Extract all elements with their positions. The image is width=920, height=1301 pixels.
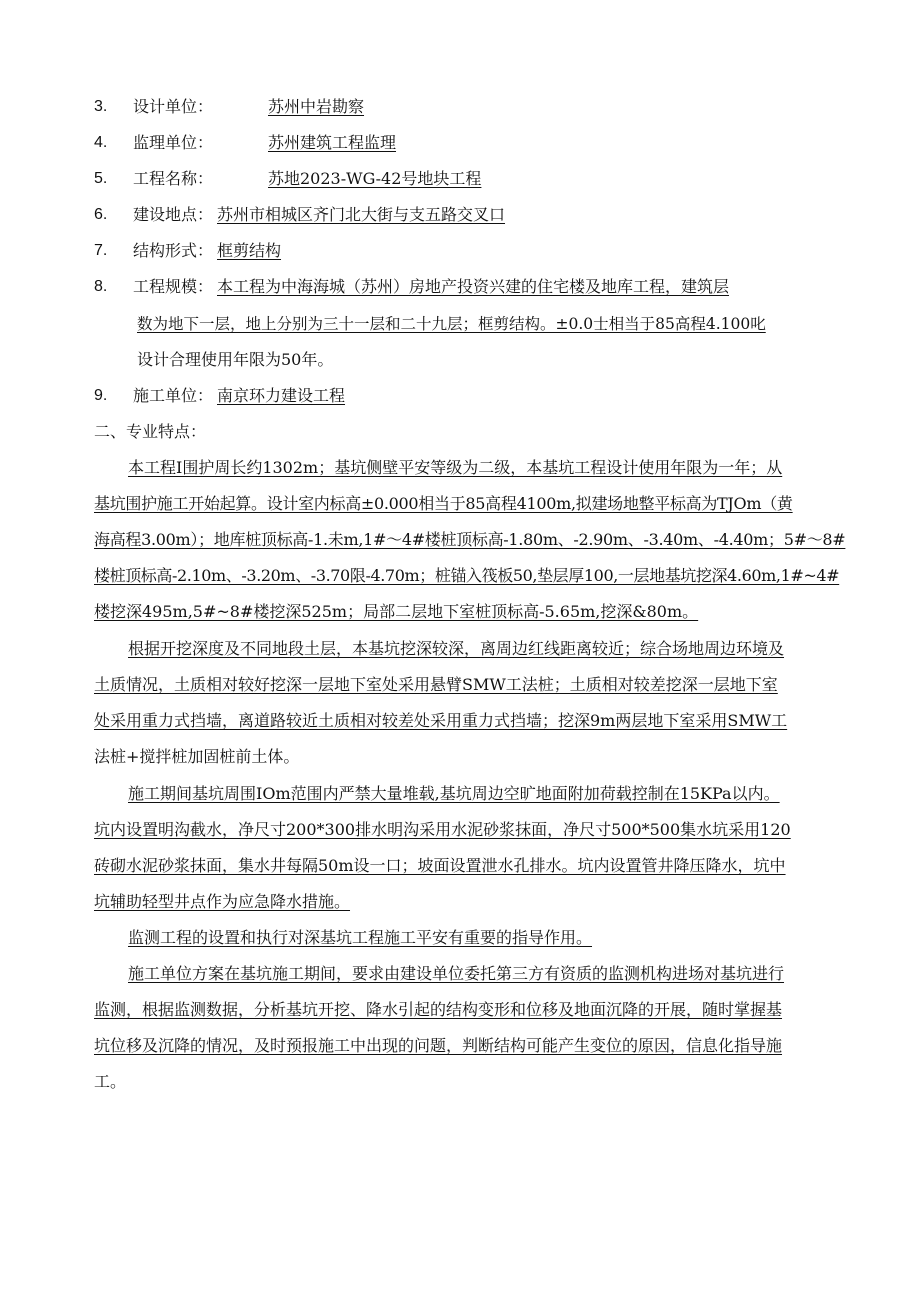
item-label: 建设地点：: [133, 205, 214, 224]
item-value: 本工程为中海海城（苏州）房地产投资兴建的住宅楼及地库工程，建筑层: [217, 277, 730, 296]
item-label: 结构形式：: [133, 241, 214, 260]
paragraph-line: 施工单位方案在基坑施工期间，要求由建设单位委托第三方有资质的监测机构进场对基坑进行: [128, 964, 785, 983]
paragraph-monitoring-importance: [94, 927, 826, 963]
item-number: 3.: [94, 98, 108, 115]
item-number: 7.: [94, 242, 108, 259]
section-heading: 二、专业特点：: [94, 422, 207, 441]
item-number: 5.: [94, 170, 108, 187]
paragraph-line: 处采用重力式挡墙，离道路较近土质相对较差处采用重力式挡墙；挖深9m两层地下室采用SMW工: [94, 711, 788, 730]
paragraph-line: 坑辅助轻型井点作为应急降水措施。: [94, 892, 351, 911]
paragraph-line: 根据开挖深度及不同地段土层，本基坑挖深较深，离周边红线距离较近；综合场地周边环境及: [128, 639, 785, 658]
item-label: 工程名称：: [133, 169, 214, 188]
paragraph-enclosure: [94, 457, 846, 637]
paragraph-line: 土质情况，土质相对较好挖深一层地下室处采用悬臂SMW工法桩；土质相对较差挖深一层地下室: [94, 675, 778, 694]
item-label: 施工单位：: [133, 386, 214, 405]
item-number: 9.: [94, 387, 108, 404]
paragraph-line: 坑内设置明沟截水，净尺寸200*300排水明沟采用水泥砂浆抹面，净尺寸500*500集水坑采用120: [94, 820, 791, 839]
item-value-continued: 数为地下一层，地上分别为三十一层和二十九层；框剪结构。±0.0士相当于85高程4.100叱: [137, 315, 766, 333]
item-value: 苏州建筑工程监理: [268, 133, 397, 152]
item-number: 4.: [94, 134, 108, 151]
paragraph-line: 法桩+搅拌桩加固桩前土体。: [94, 747, 300, 766]
item-number: 6.: [94, 206, 108, 223]
paragraph-method: [94, 638, 826, 782]
item-label: 设计单位：: [133, 97, 214, 116]
item-number: 8.: [94, 278, 108, 295]
item-label: 监理单位：: [133, 133, 214, 152]
paragraph-line: 监测工程的设置和执行对深基坑工程施工平安有重要的指导作用。: [128, 928, 593, 947]
paragraph-line: 施工期间基坑周围IOm范围内严禁大量堆载,基坑周边空旷地面附加荷载控制在15KPa以内。: [128, 784, 780, 803]
item-label: 工程规模：: [133, 277, 214, 296]
item-value: 苏州中岩勘察: [268, 97, 365, 116]
paragraph-line: 工。: [94, 1072, 127, 1091]
paragraph-line: 基坑围护施工开始起算。设计室内标高±0.000相当于85高程4100m,拟建场地整平标高为TJOm（黄: [94, 494, 793, 513]
item-value: 苏地2023-WG-42号地块工程: [268, 169, 482, 188]
item-value-continued: 设计合理使用年限为50年。: [137, 350, 334, 369]
item-value: 苏州市相城区齐门北大街与支五路交叉口: [217, 205, 506, 224]
item-value: 南京环力建设工程: [217, 386, 346, 405]
paragraph-line: 砖砌水泥砂浆抹面，集水井每隔50m设一口；坡面设置泄水孔排水。坑内设置管井降压降水，坑中: [94, 856, 786, 875]
paragraph-line: 坑位移及沉降的情况，及时预报施工中出现的问题，判断结构可能产生变位的原因，信息化指导施: [94, 1036, 783, 1055]
paragraph-monitoring-plan: [94, 963, 826, 1107]
paragraph-line: 楼桩顶标高-2.10m、-3.20m、-3.70限-4.70m；桩锚入筏板50,垫层厚100,一层地基坑挖深4.60m,1#~4#: [94, 566, 840, 585]
paragraph-line: 楼挖深495m,5#~8#楼挖深525m；局部二层地下室桩顶标高-5.65m,挖深&80m。: [94, 602, 699, 621]
paragraph-line: 海高程3.00m）；地库桩顶标高-1.未m,1#～4#楼桩顶标高-1.80m、-2.90m、-3.40m、-4.40m；5#～8#: [94, 530, 846, 549]
paragraph-drainage: [94, 783, 826, 927]
paragraph-line: 本工程I围护周长约1302m；基坑侧壁平安等级为二级，本基坑工程设计使用年限为一年；从: [128, 458, 783, 477]
item-value: 框剪结构: [217, 241, 282, 260]
paragraph-line: 监测，根据监测数据，分析基坑开挖、降水引起的结构变形和位移及地面沉降的开展，随时掌握基: [94, 1000, 783, 1019]
